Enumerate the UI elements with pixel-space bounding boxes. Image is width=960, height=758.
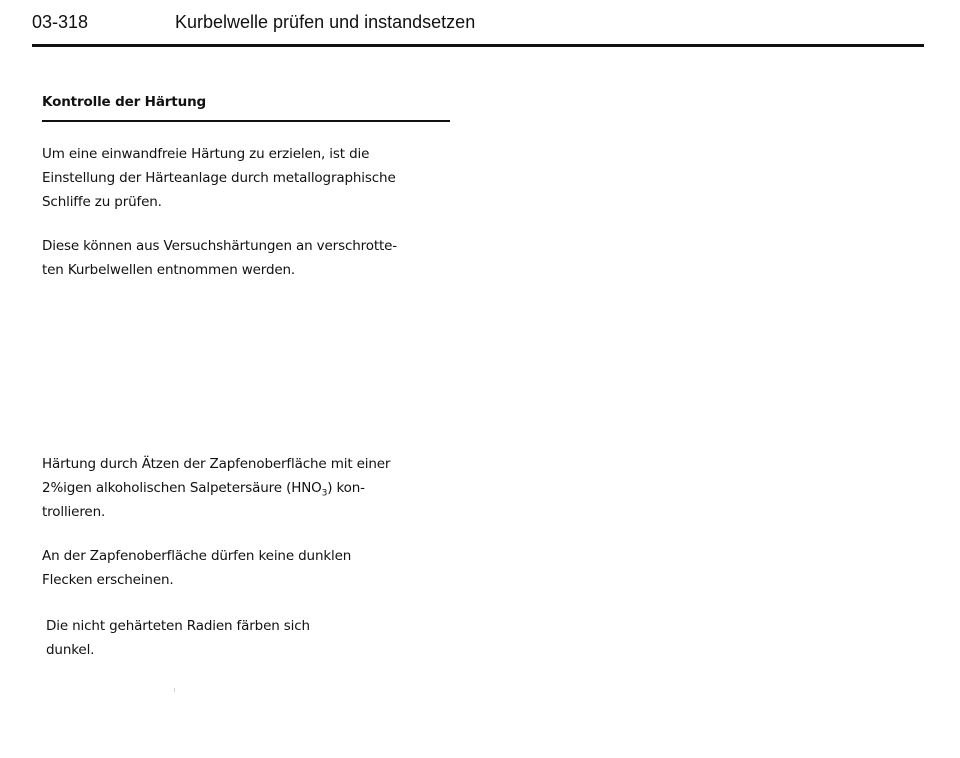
paragraph-line: Schliffe zu prüfen. — [42, 194, 162, 210]
paragraph-line: Härtung durch Ätzen der Zapfenoberfläche mit einer — [42, 456, 391, 472]
paragraph-line — [42, 476, 462, 500]
paragraph-line: Um eine einwandfreie Härtung zu erzielen, ist die — [42, 146, 370, 162]
paragraph-line: Diese können aus Versuchshärtungen an verschrotte- — [42, 238, 398, 254]
paragraph-etching-test — [42, 452, 462, 524]
paragraph-radii-note — [46, 614, 376, 662]
section-heading: Kontrolle der Härtung — [42, 94, 207, 110]
paragraph-line: trollieren. — [42, 504, 106, 520]
chemical-text-after: ) kon- — [327, 480, 365, 496]
paragraph-line: Die nicht gehärteten Radien färben sich — [46, 618, 310, 634]
paragraph-line: dunkel. — [46, 642, 95, 658]
paragraph-hardening-check — [42, 142, 462, 214]
scan-speck — [174, 688, 175, 692]
page-number: 03-318 — [32, 12, 89, 32]
paragraph-line: Flecken erscheinen. — [42, 572, 174, 588]
paragraph-no-dark-spots — [42, 544, 462, 592]
chemical-subscript: 3 — [321, 488, 328, 499]
paragraph-test-samples — [42, 234, 462, 282]
chemical-text: 2%igen alkoholischen Salpetersäure (HNO — [42, 480, 322, 496]
paragraph-line: An der Zapfenoberfläche dürfen keine dunklen — [42, 548, 352, 564]
page-title: Kurbelwelle prüfen und instandsetzen — [175, 12, 476, 32]
paragraph-line: ten Kurbelwellen entnommen werden. — [42, 262, 296, 278]
heading-underline — [42, 120, 450, 122]
paragraph-line: Einstellung der Härteanlage durch metallographische — [42, 170, 396, 186]
